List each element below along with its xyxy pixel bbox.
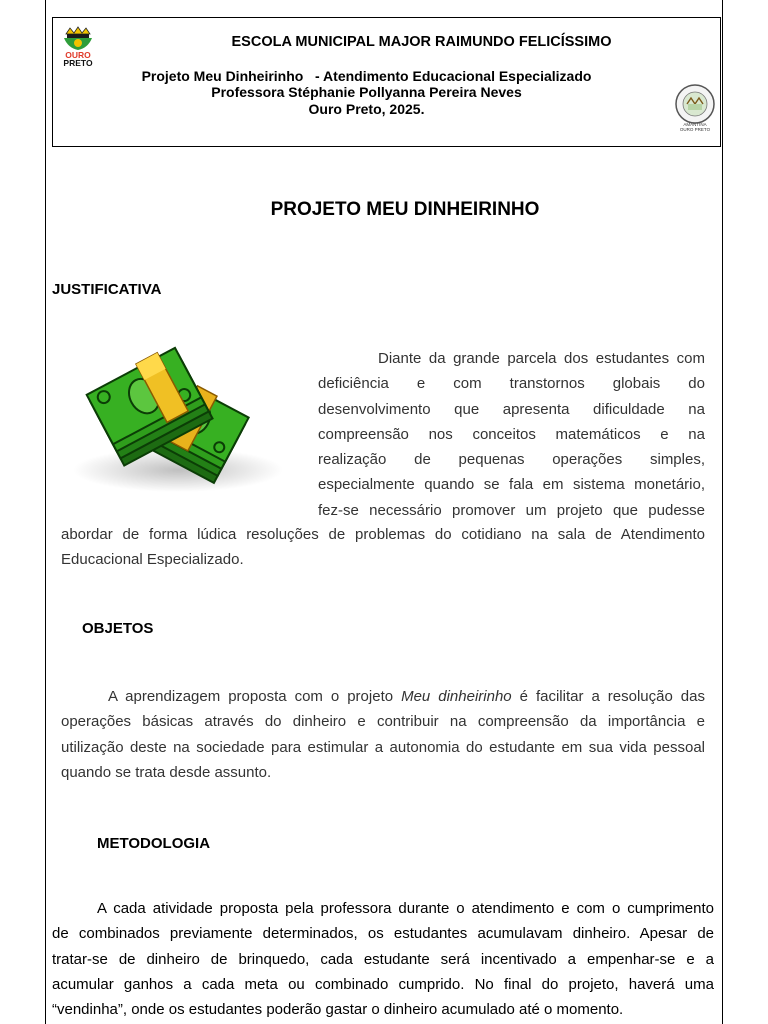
logo-word-ouro: OURO xyxy=(65,50,91,60)
project-name-emphasis: Meu dinheirinho xyxy=(401,688,512,705)
text-line: realização de pequenas operações simples, xyxy=(318,451,705,469)
text-line: acumular ganhos a cada meta ou combinado cumprido. No final do projeto, haverá uma xyxy=(52,975,714,993)
text-line: compreensão nos conceitos matemáticos e na xyxy=(318,425,705,443)
justificativa-paragraph-full xyxy=(61,522,705,573)
justificativa-paragraph-wrapped xyxy=(318,346,705,523)
text-line: de combinados previamente determinados, os estudantes acumulavam dinheiro. Apesar de xyxy=(52,925,714,943)
document-title: PROJETO MEU DINHEIRINHO xyxy=(270,199,540,220)
heading-metodologia: METODOLOGIA xyxy=(97,835,211,852)
heading-justificativa: JUSTIFICATIVA xyxy=(52,281,162,298)
text-line: A cada atividade proposta pela professora durante o atendimento e com o cumprimento xyxy=(97,900,714,917)
money-stack-illustration-icon xyxy=(60,340,300,500)
text-line: “vendinha”, onde os estudantes poderão gastar o dinheiro acumulado até o momento. xyxy=(52,1001,624,1019)
document-header xyxy=(52,17,721,147)
text-line: fez-se necessário promover um projeto que pudesse xyxy=(318,501,705,519)
text-line: deficiência e com transtornos globais do xyxy=(318,375,705,393)
text-line: Educacional Especializado. xyxy=(61,551,244,569)
seal-bottom-text-1: AMANTINA xyxy=(683,122,707,127)
project-line: Projeto Meu Dinheirinho - Atendimento Educacional Especializado xyxy=(141,68,592,84)
text-line: tratar-se de dinheiro de brinquedo, cada estudante será incentivado a empenhar-se e a xyxy=(52,950,714,968)
city-year: Ouro Preto, 2025. xyxy=(308,101,425,117)
text-line: operações básicas através do dinheiro e contribuir na compreensão da importância e xyxy=(61,713,705,731)
objetos-paragraph xyxy=(61,684,705,785)
text-run: é facilitar a resolução das xyxy=(511,688,705,705)
text-line: especialmente quando se fala em sistema monetário, xyxy=(318,476,705,494)
text-line: utilização deste na sociedade para estimular a autonomia do estudante em sua vida pessoal xyxy=(61,738,705,756)
logo-word-preto: PRETO xyxy=(63,58,93,68)
text-line: quando se trata desde assunto. xyxy=(61,763,272,781)
text-line: Diante da grande parcela dos estudantes com xyxy=(378,350,705,367)
school-name: ESCOLA MUNICIPAL MAJOR RAIMUNDO FELICÍSSIMO xyxy=(231,34,612,50)
text-line: abordar de forma lúdica resoluções de problemas do cotidiano na sala de Atendimento xyxy=(61,526,705,543)
text-run: A aprendizagem proposta com o projeto xyxy=(108,688,402,705)
text-line: desenvolvimento que apresenta dificuldade na xyxy=(318,400,705,418)
heading-objetos: OBJETOS xyxy=(82,620,154,637)
metodologia-paragraph xyxy=(52,896,714,1022)
school-seal-icon xyxy=(671,82,719,132)
teacher-name: Professora Stéphanie Pollyanna Pereira Neves xyxy=(211,84,522,100)
text-line-with-emphasis xyxy=(61,684,705,709)
seal-bottom-text-2: OURO PRETO xyxy=(679,127,711,132)
